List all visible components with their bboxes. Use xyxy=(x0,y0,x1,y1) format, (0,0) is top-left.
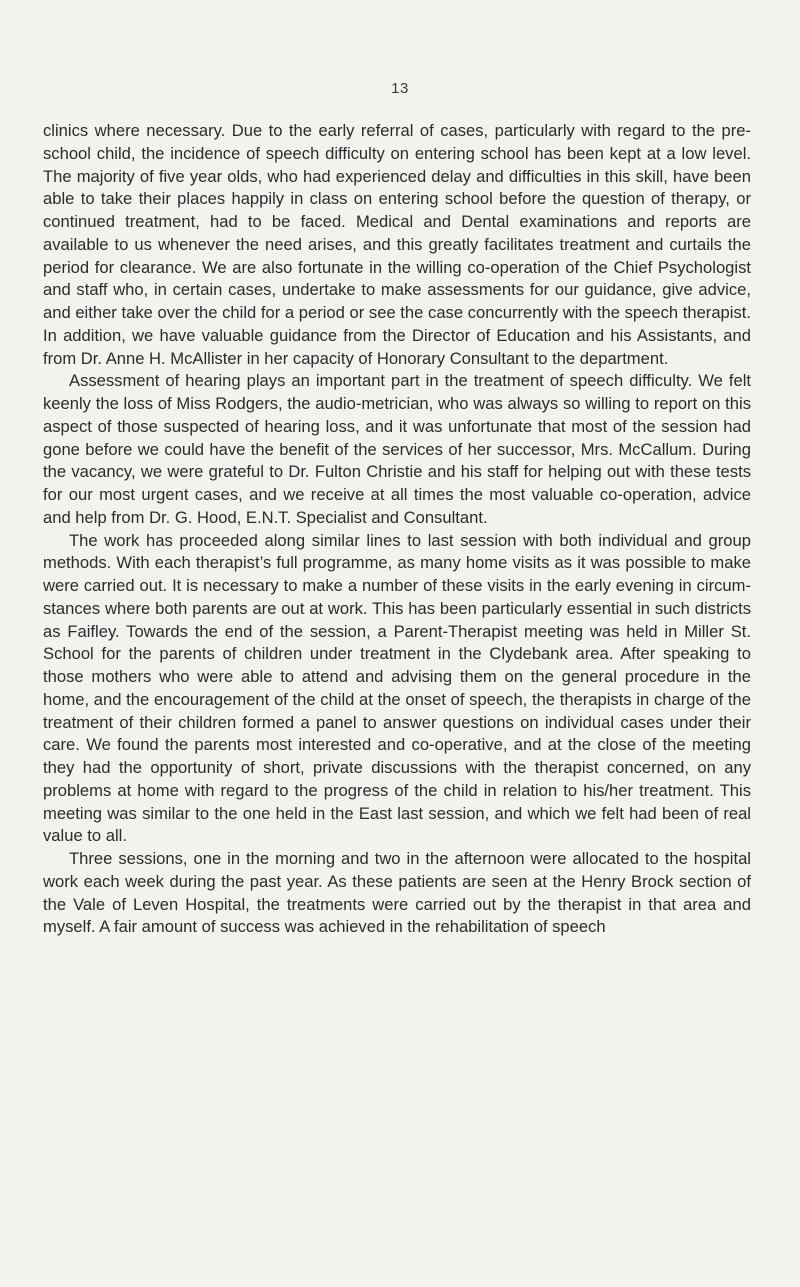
paragraph-3: The work has proceeded along similar lines to last session with both individual and group methods. With each therapist’s full programme, as many home visits as it was possible to make were carried out. It is necessary to make a number of these visits in the early evening in circum-stances where both parents are out at work. This has been particularly essential in such districts as Faifley. Towards the end of the session, a Parent-Therapist meeting was held in Miller St. School for the parents of children under treatment in the Clydebank area. After speaking to those mothers who were able to attend and advising them on the general procedure in the home, and the encouragement of the child at the onset of speech, the therapists in charge of the treatment of their children formed a panel to answer questions on individual cases under their care. We found the parents most interested and co-operative, and at the close of the meeting they had the opportunity of short, private discussions with the therapist concerned, on any problems at home with regard to the progress of the child in relation to his/her treatment. This meeting was similar to the one held in the East last session, and which we felt had been of real value to all. xyxy=(43,530,751,846)
page-number: 13 xyxy=(391,80,409,97)
paragraph-4: Three sessions, one in the morning and two in the afternoon were allocated to the hospital work each week during the past year. As these patients are seen at the Henry Brock section of the Vale of Leven Hospital, the treatments were carried out by the therapist in that area and myself. A fair amount of success was achieved in the rehabilitation of speech xyxy=(43,849,751,937)
body-text xyxy=(43,120,751,939)
paragraph-1: clinics where necessary. Due to the early referral of cases, particularly with regard to the pre-school child, the incidence of speech difficulty on entering school has been kept at a low level. The majority of five year olds, who had experienced delay and difficulties in this skill, have been able to take their places happily in class on entering school before the question of therapy, or continued treatment, had to be faced. Medical and Dental examinations and reports are available to us whenever the need arises, and this greatly facilitates treatment and curtails the period for clearance. We are also fortunate in the willing co-operation of the Chief Psychologist and staff who, in certain cases, undertake to make assessments for our guidance, give advice, and either take over the child for a period or see the case concurrently with the speech therapist. In addition, we have valuable guidance from the Director of Education and his Assistants, and from Dr. Anne H. McAllister in her capacity of Honorary Consultant to the department. xyxy=(43,121,751,368)
paragraph-2: Assessment of hearing plays an important part in the treatment of speech difficulty. We felt keenly the loss of Miss Rodgers, the audio-metrician, who was always so willing to report on this aspect of those suspected of hearing loss, and it was unfortunate that most of the session had gone before we could have the benefit of the services of her successor, Mrs. McCallum. During the vacancy, we were grateful to Dr. Fulton Christie and his staff for helping out with these tests for our most urgent cases, and we receive at all times the most valuable co-operation, advice and help from Dr. G. Hood, E.N.T. Specialist and Consultant. xyxy=(43,371,751,527)
